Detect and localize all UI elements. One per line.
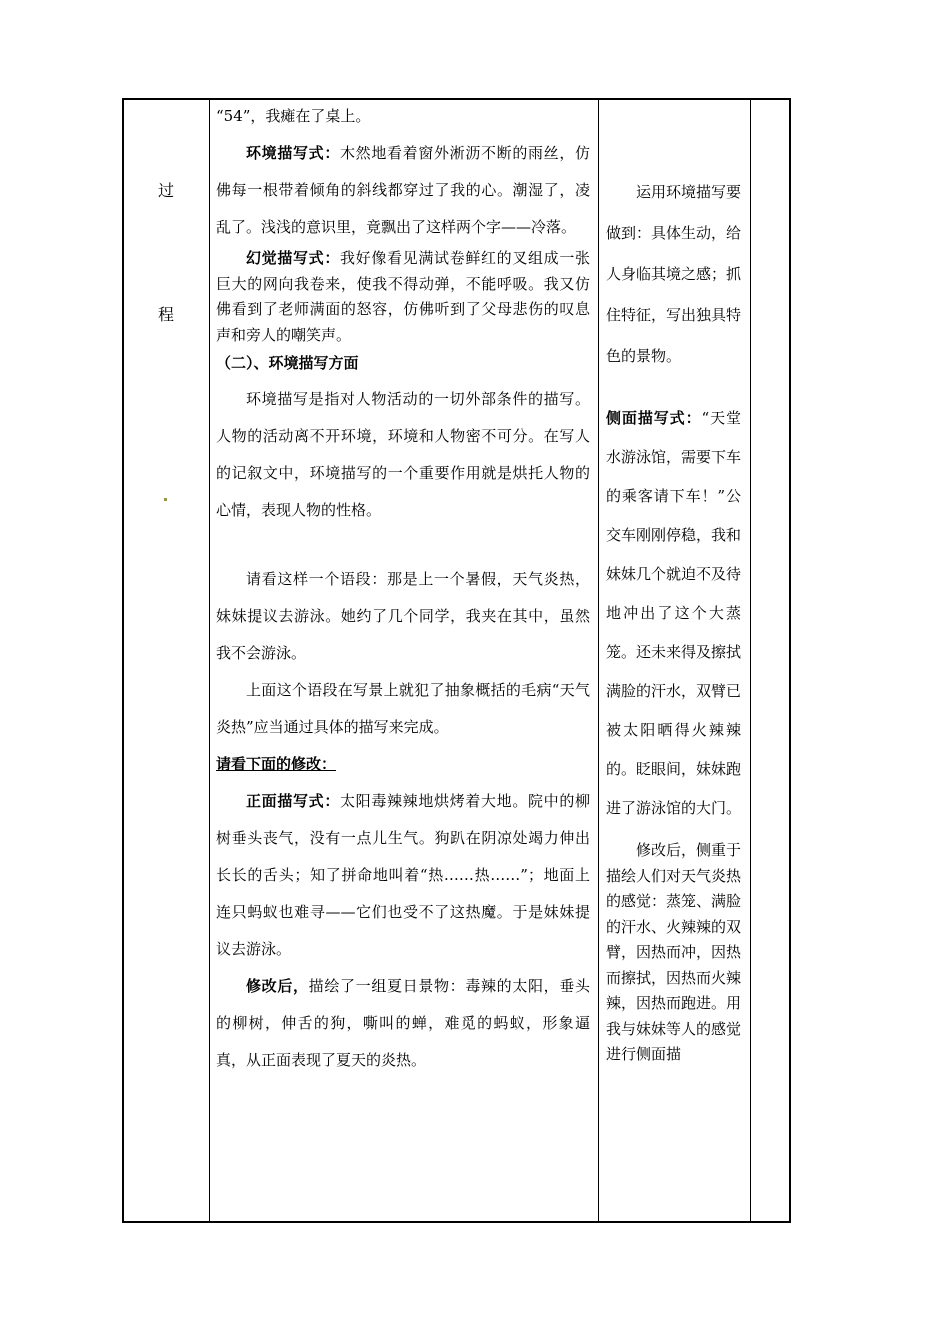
note-paragraph: 运用环境描写要做到：具体生动，给人身临其境之感；抓住特征，写出独具特色的景物。 bbox=[606, 183, 742, 365]
paragraph: 环境描写是指对人物活动的一切外部条件的描写。人物的活动离不开环境，环境和人物密不可分。在写人的记叙文中，环境描写的一个重要作用就是烘托人物的心情，表现人物的性格。 bbox=[216, 390, 590, 519]
column-divider bbox=[209, 100, 210, 1221]
decorative-dot bbox=[164, 498, 167, 501]
bold-label: 修改后， bbox=[246, 977, 309, 995]
paragraph-text: 我好像看见满试卷鲜红的叉组成一张巨大的网向我卷来，使我不得动弹，不能呼吸。我又仿佛看到了老师满面的怒容，仿佛听到了父母悲伤的叹息声和旁人的嘲笑声。 bbox=[216, 249, 590, 344]
process-label-cheng: 程 bbox=[158, 305, 175, 324]
paragraph: 请看这样一个语段：那是上一个暑假，天气炎热，妹妹提议去游泳。她约了几个同学，我夹在其中，虽然我不会游泳。 bbox=[216, 570, 590, 662]
paragraph: 上面这个语段在写景上就犯了抽象概括的毛病“天气炎热”应当通过具体的描写来完成。 bbox=[216, 681, 590, 736]
paragraph-text: 描绘了一组夏日景物：毒辣的太阳，垂头的柳树，伸舌的狗，嘶叫的蝉，难觅的蚂蚁，形象逼真，从正面表现了夏天的炎热。 bbox=[216, 977, 590, 1069]
section-heading: （二）、环境描写方面 bbox=[216, 354, 359, 372]
paragraph bbox=[216, 246, 590, 348]
paragraph bbox=[216, 968, 590, 1079]
bold-label: 正面描写式： bbox=[246, 792, 340, 810]
process-label-guo: 过 bbox=[158, 181, 175, 200]
paragraph bbox=[216, 135, 590, 246]
bold-label: 侧面描写式： bbox=[606, 409, 702, 427]
bold-label: 幻觉描写式： bbox=[246, 249, 340, 267]
column-divider bbox=[598, 100, 599, 1221]
bold-label: 环境描写式： bbox=[246, 144, 340, 162]
main-content bbox=[216, 98, 590, 1079]
column-divider bbox=[750, 100, 751, 1221]
paragraph-text: 太阳毒辣辣地烘烤着大地。院中的柳树垂头丧气，没有一点儿生气。狗趴在阴凉处竭力伸出长长的舌头；知了拼命地叫着“热……热……”；地面上连只蚂蚁也难寻——它们也受不了这热魔。于是妹妹提议去游泳。 bbox=[216, 792, 590, 958]
paragraph: “54”，我瘫在了桌上。 bbox=[216, 107, 371, 125]
paragraph-text: 木然地看着窗外淅沥不断的雨丝，仿佛每一根带着倾角的斜线都穿过了我的心。潮湿了，凌乱了。浅浅的意识里，竟飘出了这样两个字——冷落。 bbox=[216, 144, 590, 236]
underlined-heading: 请看下面的修改： bbox=[216, 755, 337, 773]
side-notes bbox=[606, 172, 741, 1068]
paragraph bbox=[216, 783, 590, 968]
note-paragraph: 修改后，侧重于描绘人们对天气炎热的感觉：蒸笼、满脸的汗水、火辣辣的双臂，因热而冲，因热而擦拭，因热而火辣辣，因热而跑进。用我与妹妹等人的感觉进行侧面描 bbox=[606, 841, 742, 1063]
note-text: “天堂水游泳馆，需要下车的乘客请下车！”公交车刚刚停稳，我和妹妹几个就迫不及待地冲出了这个大蒸笼。还未来得及擦拭满脸的汗水，双臂已被太阳晒得火辣辣的。眨眼间，妹妹跑进了游泳馆的大门。 bbox=[606, 409, 742, 817]
note-paragraph bbox=[606, 399, 741, 828]
